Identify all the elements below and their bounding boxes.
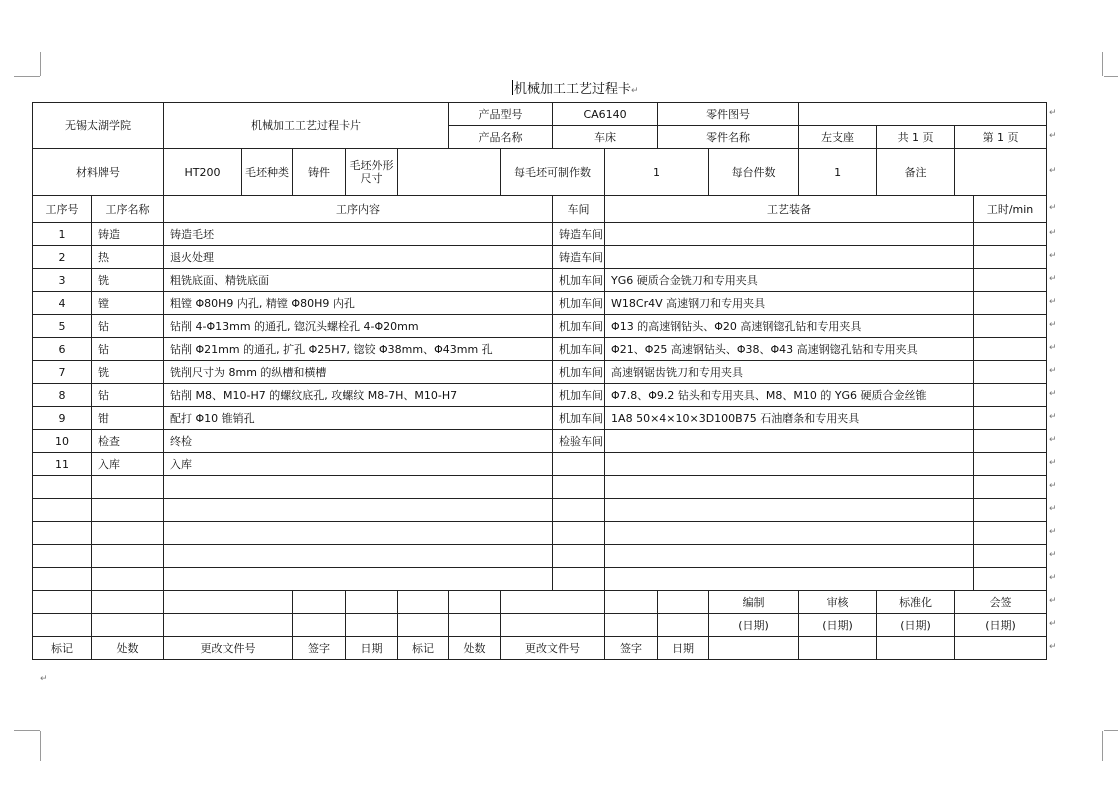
paragraph-mark-icon: ↵ xyxy=(1049,527,1057,537)
paragraph-mark-icon: ↵ xyxy=(1049,251,1057,261)
process-card-table xyxy=(32,102,1047,660)
step-no[interactable]: 6 xyxy=(33,338,92,361)
step-hours[interactable] xyxy=(974,315,1047,338)
step-equipment[interactable]: 1A8 50×4×10×3D100B75 石油磨条和专用夹具 xyxy=(605,407,974,430)
step-no[interactable] xyxy=(33,499,92,522)
col-step-no: 工序号 xyxy=(33,196,92,223)
step-name[interactable]: 铣 xyxy=(92,361,164,384)
product-name-label: 产品名称 xyxy=(449,126,553,149)
blank-size-value[interactable] xyxy=(398,149,501,196)
step-no[interactable]: 9 xyxy=(33,407,92,430)
paragraph-mark-icon: ↵ xyxy=(1049,481,1057,491)
countersign-label: 会签 xyxy=(955,591,1047,614)
step-equipment[interactable] xyxy=(605,246,974,269)
step-workshop[interactable]: 机加车间 xyxy=(553,315,605,338)
step-equipment[interactable] xyxy=(605,499,974,522)
step-no[interactable] xyxy=(33,476,92,499)
step-name[interactable] xyxy=(92,568,164,591)
step-equipment[interactable] xyxy=(605,430,974,453)
step-hours[interactable] xyxy=(974,499,1047,522)
operation-row xyxy=(33,430,1047,453)
step-no[interactable] xyxy=(33,545,92,568)
crop-mark-bottom-left xyxy=(14,730,40,731)
part-drawing-label: 零件图号 xyxy=(658,103,799,126)
step-workshop[interactable]: 机加车间 xyxy=(553,292,605,315)
operation-row xyxy=(33,223,1047,246)
step-equipment[interactable] xyxy=(605,568,974,591)
product-model-value[interactable]: CA6140 xyxy=(553,103,658,126)
change-cell[interactable] xyxy=(33,614,92,637)
change-cell[interactable] xyxy=(33,591,92,614)
step-hours[interactable] xyxy=(974,361,1047,384)
operation-row xyxy=(33,545,1047,568)
operation-row xyxy=(33,384,1047,407)
material-value[interactable]: HT200 xyxy=(164,149,242,196)
change-cell[interactable] xyxy=(605,614,658,637)
count-label: 处数 xyxy=(92,637,164,660)
step-hours[interactable] xyxy=(974,476,1047,499)
paragraph-mark-icon: ↵ xyxy=(1049,108,1057,118)
crop-mark-top-left xyxy=(40,52,41,76)
approval-section xyxy=(33,591,1047,660)
step-hours[interactable] xyxy=(974,407,1047,430)
step-name[interactable]: 钻 xyxy=(92,384,164,407)
operation-row xyxy=(33,269,1047,292)
approval-cell[interactable] xyxy=(799,637,877,660)
change-cell[interactable] xyxy=(164,591,293,614)
date-label: 日期 xyxy=(346,637,398,660)
operations-list xyxy=(33,223,1047,591)
countersign-date: (日期) xyxy=(955,614,1047,637)
step-content[interactable]: 钻削 Φ21mm 的通孔, 扩孔 Φ25H7, 锪铰 Φ38mm、Φ43mm 孔 xyxy=(164,338,553,361)
step-equipment[interactable]: Φ21、Φ25 高速钢钻头、Φ38、Φ43 高速钢锪孔钻和专用夹具 xyxy=(605,338,974,361)
change-cell[interactable] xyxy=(658,591,709,614)
step-content[interactable]: 铸造毛坯 xyxy=(164,223,553,246)
step-hours[interactable] xyxy=(974,545,1047,568)
step-hours[interactable] xyxy=(974,246,1047,269)
change-cell[interactable] xyxy=(501,614,605,637)
change-cell[interactable] xyxy=(658,614,709,637)
approval-cell[interactable] xyxy=(709,637,799,660)
step-content[interactable]: 钻削 M8、M10-H7 的螺纹底孔, 攻螺纹 M8-7H、M10-H7 xyxy=(164,384,553,407)
step-workshop[interactable] xyxy=(553,476,605,499)
step-content[interactable]: 入库 xyxy=(164,453,553,476)
step-equipment[interactable]: YG6 硬质合金铣刀和专用夹具 xyxy=(605,269,974,292)
compile-date: (日期) xyxy=(709,614,799,637)
school-name: 无锡太湖学院 xyxy=(33,103,164,149)
step-content[interactable]: 退火处理 xyxy=(164,246,553,269)
change-doc-label: 更改文件号 xyxy=(164,637,293,660)
col-content: 工序内容 xyxy=(164,196,553,223)
part-drawing-value[interactable] xyxy=(799,103,1047,126)
operation-row xyxy=(33,361,1047,384)
pieces-per-unit-label: 每台件数 xyxy=(709,149,799,196)
step-name[interactable]: 钳 xyxy=(92,407,164,430)
header-row-1 xyxy=(33,103,1047,126)
step-workshop[interactable]: 检验车间 xyxy=(553,430,605,453)
step-workshop[interactable]: 机加车间 xyxy=(553,269,605,292)
approval-cell[interactable] xyxy=(877,637,955,660)
change-cell[interactable] xyxy=(398,591,449,614)
step-workshop[interactable]: 机加车间 xyxy=(553,338,605,361)
change-cell[interactable] xyxy=(92,614,164,637)
mark-label: 标记 xyxy=(33,637,92,660)
col-hours: 工时/min xyxy=(974,196,1047,223)
change-cell[interactable] xyxy=(398,614,449,637)
change-cell[interactable] xyxy=(293,591,346,614)
pieces-per-blank-label: 每毛坯可制作数 xyxy=(501,149,605,196)
crop-mark-bottom-left xyxy=(40,731,41,761)
operation-row xyxy=(33,568,1047,591)
paragraph-mark-icon: ↵ xyxy=(1049,435,1057,445)
step-content[interactable] xyxy=(164,522,553,545)
step-equipment[interactable] xyxy=(605,545,974,568)
step-name[interactable]: 入库 xyxy=(92,453,164,476)
step-no[interactable]: 4 xyxy=(33,292,92,315)
step-name[interactable] xyxy=(92,545,164,568)
paragraph-mark-icon: ↵ xyxy=(1049,412,1057,422)
paragraph-mark-icon: ↵ xyxy=(1049,642,1057,652)
operation-row xyxy=(33,315,1047,338)
column-header-row xyxy=(33,196,1047,223)
change-cell[interactable] xyxy=(501,591,605,614)
col-equipment: 工艺装备 xyxy=(605,196,974,223)
paragraph-mark-icon: ↵ xyxy=(1049,573,1057,583)
paragraph-mark-icon: ↵ xyxy=(1049,366,1057,376)
step-workshop[interactable] xyxy=(553,522,605,545)
total-pages: 共 1 页 xyxy=(877,126,955,149)
step-workshop[interactable] xyxy=(553,545,605,568)
paragraph-mark-icon: ↵ xyxy=(631,86,639,96)
crop-mark-bottom-right xyxy=(1102,731,1103,761)
paragraph-mark-icon: ↵ xyxy=(1049,131,1057,141)
crop-mark-top-left xyxy=(14,76,40,77)
blank-type-label: 毛坯种类 xyxy=(242,149,293,196)
paragraph-mark-icon: ↵ xyxy=(1049,389,1057,399)
text-cursor xyxy=(512,80,513,95)
mark-label: 标记 xyxy=(398,637,449,660)
material-label: 材料牌号 xyxy=(33,149,164,196)
paragraph-mark-icon: ↵ xyxy=(1049,166,1057,176)
product-model-label: 产品型号 xyxy=(449,103,553,126)
approval-row-1 xyxy=(33,591,1047,614)
step-content[interactable] xyxy=(164,545,553,568)
col-workshop: 车间 xyxy=(553,196,605,223)
step-content[interactable]: 粗镗 Φ80H9 内孔, 精镗 Φ80H9 内孔 xyxy=(164,292,553,315)
operation-row xyxy=(33,292,1047,315)
change-cell[interactable] xyxy=(605,591,658,614)
change-cell[interactable] xyxy=(346,591,398,614)
document-title[interactable]: 机械加工工艺过程卡↵ xyxy=(514,82,639,97)
step-equipment[interactable] xyxy=(605,522,974,545)
operation-row xyxy=(33,476,1047,499)
step-workshop[interactable]: 机加车间 xyxy=(553,361,605,384)
page-number: 第 1 页 xyxy=(955,126,1047,149)
paragraph-mark-icon: ↵ xyxy=(40,674,48,684)
change-cell[interactable] xyxy=(346,614,398,637)
approval-cell[interactable] xyxy=(955,637,1047,660)
paragraph-mark-icon: ↵ xyxy=(1049,203,1057,213)
review-label: 审核 xyxy=(799,591,877,614)
card-name: 机械加工工艺过程卡片 xyxy=(164,103,449,149)
paragraph-mark-icon: ↵ xyxy=(1049,596,1057,606)
step-content[interactable]: 终检 xyxy=(164,430,553,453)
step-name[interactable]: 检查 xyxy=(92,430,164,453)
step-no[interactable]: 3 xyxy=(33,269,92,292)
step-hours[interactable] xyxy=(974,384,1047,407)
step-content[interactable] xyxy=(164,568,553,591)
step-no[interactable]: 5 xyxy=(33,315,92,338)
step-equipment[interactable]: Φ13 的高速钢钻头、Φ20 高速钢锪孔钻和专用夹具 xyxy=(605,315,974,338)
step-workshop[interactable]: 铸造车间 xyxy=(553,223,605,246)
step-equipment[interactable] xyxy=(605,223,974,246)
step-no[interactable]: 10 xyxy=(33,430,92,453)
step-content[interactable]: 配打 Φ10 锥销孔 xyxy=(164,407,553,430)
step-no[interactable]: 1 xyxy=(33,223,92,246)
step-no[interactable]: 11 xyxy=(33,453,92,476)
step-workshop[interactable] xyxy=(553,499,605,522)
step-content[interactable]: 钻削 4-Φ13mm 的通孔, 锪沉头螺栓孔 4-Φ20mm xyxy=(164,315,553,338)
step-hours[interactable] xyxy=(974,453,1047,476)
standardize-date: (日期) xyxy=(877,614,955,637)
approval-row-2 xyxy=(33,614,1047,637)
step-workshop[interactable]: 机加车间 xyxy=(553,384,605,407)
change-cell[interactable] xyxy=(449,591,501,614)
step-no[interactable] xyxy=(33,522,92,545)
operation-row xyxy=(33,453,1047,476)
operation-row xyxy=(33,499,1047,522)
col-step-name: 工序名称 xyxy=(92,196,164,223)
step-content[interactable]: 铣削尺寸为 8mm 的纵槽和横槽 xyxy=(164,361,553,384)
step-equipment[interactable]: W18Cr4V 高速钢刀和专用夹具 xyxy=(605,292,974,315)
paragraph-mark-icon: ↵ xyxy=(1049,343,1057,353)
step-content[interactable] xyxy=(164,499,553,522)
step-workshop[interactable] xyxy=(553,568,605,591)
paragraph-mark-icon: ↵ xyxy=(1049,274,1057,284)
step-hours[interactable] xyxy=(974,338,1047,361)
step-hours[interactable] xyxy=(974,269,1047,292)
approval-label-row xyxy=(33,637,1047,660)
step-name[interactable]: 钻 xyxy=(92,315,164,338)
step-hours[interactable] xyxy=(974,568,1047,591)
step-workshop[interactable]: 机加车间 xyxy=(553,407,605,430)
change-doc-label: 更改文件号 xyxy=(501,637,605,660)
compile-label: 编制 xyxy=(709,591,799,614)
part-name-label: 零件名称 xyxy=(658,126,799,149)
review-date: (日期) xyxy=(799,614,877,637)
step-no[interactable]: 2 xyxy=(33,246,92,269)
step-equipment[interactable]: Φ7.8、Φ9.2 钻头和专用夹具、M8、M10 的 YG6 硬质合金丝锥 xyxy=(605,384,974,407)
part-name-value[interactable]: 左支座 xyxy=(799,126,877,149)
remark-value[interactable] xyxy=(955,149,1047,196)
step-hours[interactable] xyxy=(974,292,1047,315)
remark-label: 备注 xyxy=(877,149,955,196)
pieces-per-blank-value[interactable]: 1 xyxy=(605,149,709,196)
signature-label: 签字 xyxy=(293,637,346,660)
crop-mark-top-right xyxy=(1104,76,1118,77)
step-workshop[interactable]: 铸造车间 xyxy=(553,246,605,269)
material-row xyxy=(33,149,1047,196)
step-name[interactable] xyxy=(92,499,164,522)
step-name[interactable]: 热 xyxy=(92,246,164,269)
product-name-value[interactable]: 车床 xyxy=(553,126,658,149)
step-name[interactable]: 铸造 xyxy=(92,223,164,246)
signature-label: 签字 xyxy=(605,637,658,660)
change-cell[interactable] xyxy=(293,614,346,637)
paragraph-mark-icon: ↵ xyxy=(1049,619,1057,629)
standardize-label: 标准化 xyxy=(877,591,955,614)
operation-row xyxy=(33,338,1047,361)
step-no[interactable]: 7 xyxy=(33,361,92,384)
paragraph-mark-icon: ↵ xyxy=(1049,550,1057,560)
paragraph-mark-icon: ↵ xyxy=(1049,297,1057,307)
step-equipment[interactable] xyxy=(605,476,974,499)
step-name[interactable] xyxy=(92,476,164,499)
count-label: 处数 xyxy=(449,637,501,660)
step-name[interactable]: 钻 xyxy=(92,338,164,361)
step-equipment[interactable]: 高速钢锯齿铣刀和专用夹具 xyxy=(605,361,974,384)
change-cell[interactable] xyxy=(449,614,501,637)
operation-row xyxy=(33,407,1047,430)
step-hours[interactable] xyxy=(974,522,1047,545)
step-no[interactable]: 8 xyxy=(33,384,92,407)
blank-size-label: 毛坯外形尺寸 xyxy=(346,149,398,196)
step-equipment[interactable] xyxy=(605,453,974,476)
pieces-per-unit-value[interactable]: 1 xyxy=(799,149,877,196)
step-name[interactable] xyxy=(92,522,164,545)
step-no[interactable] xyxy=(33,568,92,591)
change-cell[interactable] xyxy=(164,614,293,637)
paragraph-mark-icon: ↵ xyxy=(1049,320,1057,330)
change-cell[interactable] xyxy=(92,591,164,614)
operation-row xyxy=(33,246,1047,269)
paragraph-mark-icon: ↵ xyxy=(1049,228,1057,238)
crop-mark-top-right xyxy=(1102,52,1103,76)
step-hours[interactable] xyxy=(974,223,1047,246)
paragraph-mark-icon: ↵ xyxy=(1049,504,1057,514)
step-hours[interactable] xyxy=(974,430,1047,453)
date-label: 日期 xyxy=(658,637,709,660)
step-name[interactable]: 铣 xyxy=(92,269,164,292)
step-workshop[interactable] xyxy=(553,453,605,476)
step-content[interactable]: 粗铣底面、精铣底面 xyxy=(164,269,553,292)
paragraph-mark-icon: ↵ xyxy=(1049,458,1057,468)
operation-row xyxy=(33,522,1047,545)
blank-type-value[interactable]: 铸件 xyxy=(293,149,346,196)
step-name[interactable]: 镗 xyxy=(92,292,164,315)
crop-mark-bottom-right xyxy=(1104,730,1118,731)
step-content[interactable] xyxy=(164,476,553,499)
